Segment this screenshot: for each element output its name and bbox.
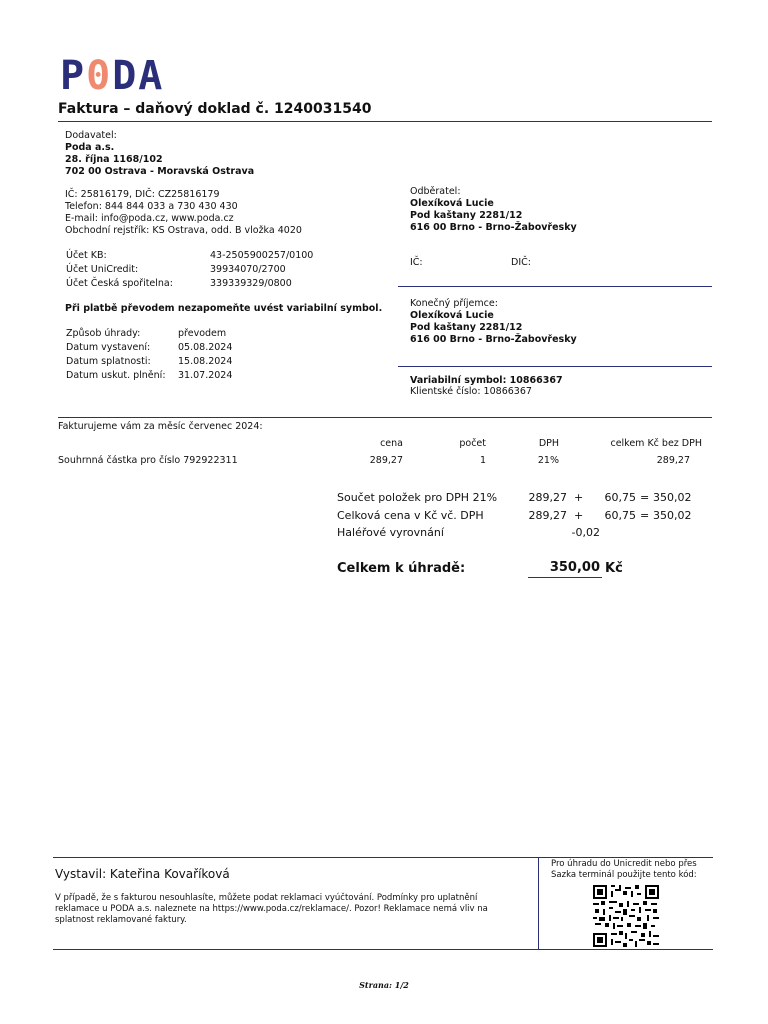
grand-total-underline bbox=[528, 577, 602, 578]
price-incl-vat-base: 289,27 bbox=[528, 509, 567, 522]
complaint-text-line: splatnost reklamované faktury. bbox=[55, 915, 187, 925]
row-vat: 21% bbox=[537, 455, 559, 466]
rounding-label: Haléřové vyrovnání bbox=[337, 526, 444, 539]
vat-sum-plus: + bbox=[574, 491, 584, 504]
customer-label: Odběratel: bbox=[410, 186, 461, 197]
row-description: Souhrnná částka pro číslo 792922311 bbox=[58, 455, 238, 466]
qr-instruction-line: Pro úhradu do Unicredit nebo přes bbox=[551, 859, 697, 869]
complaint-text-line: V případě, že s fakturou nesouhlasíte, můžete podat reklamaci vyúčtování. Podmínky pro uplatnění bbox=[55, 893, 478, 903]
price-incl-vat-plus: + bbox=[574, 509, 584, 522]
footer-vertical-divider bbox=[538, 857, 539, 950]
customer-street: Pod kaštany 2281/12 bbox=[410, 210, 523, 221]
customer-divider bbox=[398, 286, 712, 287]
logo-letters-da: DA bbox=[112, 53, 165, 99]
customer-city: 616 00 Brno - Brno-Žabovřesky bbox=[410, 222, 577, 233]
account-value: 39934070/2700 bbox=[210, 264, 286, 275]
client-number: Klientské číslo: 10866367 bbox=[410, 386, 532, 397]
billing-divider bbox=[58, 417, 712, 418]
payment-value: převodem bbox=[178, 328, 227, 339]
grand-total-currency: Kč bbox=[605, 561, 623, 576]
page-number: Strana: 1/2 bbox=[359, 980, 409, 990]
supplier-register: Obchodní rejstřík: KS Ostrava, odd. B vložka 4020 bbox=[65, 225, 302, 236]
payment-qr-code-icon bbox=[593, 885, 659, 947]
header-count: počet bbox=[459, 438, 486, 449]
row-price: 289,27 bbox=[369, 455, 403, 466]
supplier-name: Poda a.s. bbox=[65, 142, 115, 153]
row-count: 1 bbox=[479, 455, 486, 466]
payment-label: Datum uskut. plnění: bbox=[66, 370, 166, 381]
supplier-email: E-mail: info@poda.cz, www.poda.cz bbox=[65, 213, 234, 224]
logo-letter-zero: 0 bbox=[86, 53, 113, 99]
price-incl-vat-eq: = bbox=[640, 509, 650, 522]
recipient-label: Konečný příjemce: bbox=[410, 298, 498, 309]
variable-symbol: Variabilní symbol: 10866367 bbox=[410, 375, 563, 386]
recipient-divider bbox=[398, 366, 712, 367]
footer-top-divider bbox=[53, 857, 713, 858]
account-label: Účet Česká spořitelna: bbox=[66, 278, 173, 289]
payment-label: Datum vystavení: bbox=[66, 342, 151, 353]
footer-bottom-divider bbox=[53, 949, 713, 950]
poda-logo bbox=[60, 53, 165, 99]
header-divider bbox=[58, 121, 712, 122]
account-value: 339339329/0800 bbox=[210, 278, 292, 289]
payment-value: 15.08.2024 bbox=[178, 356, 233, 367]
grand-total-value: 350,00 bbox=[549, 560, 600, 575]
account-value: 43-2505900257/0100 bbox=[210, 250, 314, 261]
recipient-street: Pod kaštany 2281/12 bbox=[410, 322, 523, 333]
price-incl-vat-total: 350,02 bbox=[653, 509, 692, 522]
vat-sum-vat: 60,75 bbox=[604, 491, 636, 504]
billing-intro: Fakturujeme vám za měsíc červenec 2024: bbox=[58, 421, 263, 432]
qr-instruction-line: Sazka terminál použijte tento kód: bbox=[551, 870, 697, 880]
recipient-city: 616 00 Brno - Brno-Žabovřesky bbox=[410, 334, 577, 345]
supplier-label: Dodavatel: bbox=[65, 130, 117, 141]
account-label: Účet UniCredit: bbox=[66, 264, 139, 275]
invoice-title: Faktura – daňový doklad č. 1240031540 bbox=[58, 101, 372, 117]
supplier-ids: IČ: 25816179, DIČ: CZ25816179 bbox=[65, 189, 220, 200]
vat-sum-base: 289,27 bbox=[528, 491, 567, 504]
customer-ic-label: IČ: bbox=[410, 257, 423, 268]
header-price: cena bbox=[380, 438, 403, 449]
rounding-value: -0,02 bbox=[571, 526, 600, 539]
grand-total-label: Celkem k úhradě: bbox=[337, 561, 466, 576]
vat-sum-eq: = bbox=[640, 491, 650, 504]
header-vat: DPH bbox=[538, 438, 559, 449]
supplier-phone: Telefon: 844 844 033 a 730 430 430 bbox=[65, 201, 238, 212]
vat-sum-label: Součet položek pro DPH 21% bbox=[337, 491, 498, 504]
complaint-text-line: reklamace u PODA a.s. naleznete na https://www.poda.cz/reklamace/. Pozor! Reklamace nemá vliv na bbox=[55, 904, 488, 914]
payment-value: 31.07.2024 bbox=[178, 370, 233, 381]
price-incl-vat-vat: 60,75 bbox=[604, 509, 636, 522]
supplier-street: 28. října 1168/102 bbox=[65, 154, 163, 165]
supplier-city: 702 00 Ostrava - Moravská Ostrava bbox=[65, 166, 255, 177]
customer-dic-label: DIČ: bbox=[511, 257, 531, 268]
recipient-name: Olexíková Lucie bbox=[410, 310, 494, 321]
price-incl-vat-label: Celková cena v Kč vč. DPH bbox=[337, 509, 484, 522]
issued-by: Vystavil: Kateřina Kovaříková bbox=[55, 867, 230, 881]
vat-sum-total: 350,02 bbox=[653, 491, 692, 504]
payment-value: 05.08.2024 bbox=[178, 342, 233, 353]
payment-label: Datum splatnosti: bbox=[66, 356, 151, 367]
customer-name: Olexíková Lucie bbox=[410, 198, 494, 209]
account-label: Účet KB: bbox=[66, 250, 107, 261]
payment-notice: Při platbě převodem nezapomeňte uvést variabilní symbol. bbox=[65, 303, 383, 314]
payment-label: Způsob úhrady: bbox=[66, 328, 141, 339]
row-total: 289,27 bbox=[656, 455, 690, 466]
header-total: celkem Kč bez DPH bbox=[610, 438, 702, 449]
logo-letter-p: P bbox=[60, 53, 87, 99]
